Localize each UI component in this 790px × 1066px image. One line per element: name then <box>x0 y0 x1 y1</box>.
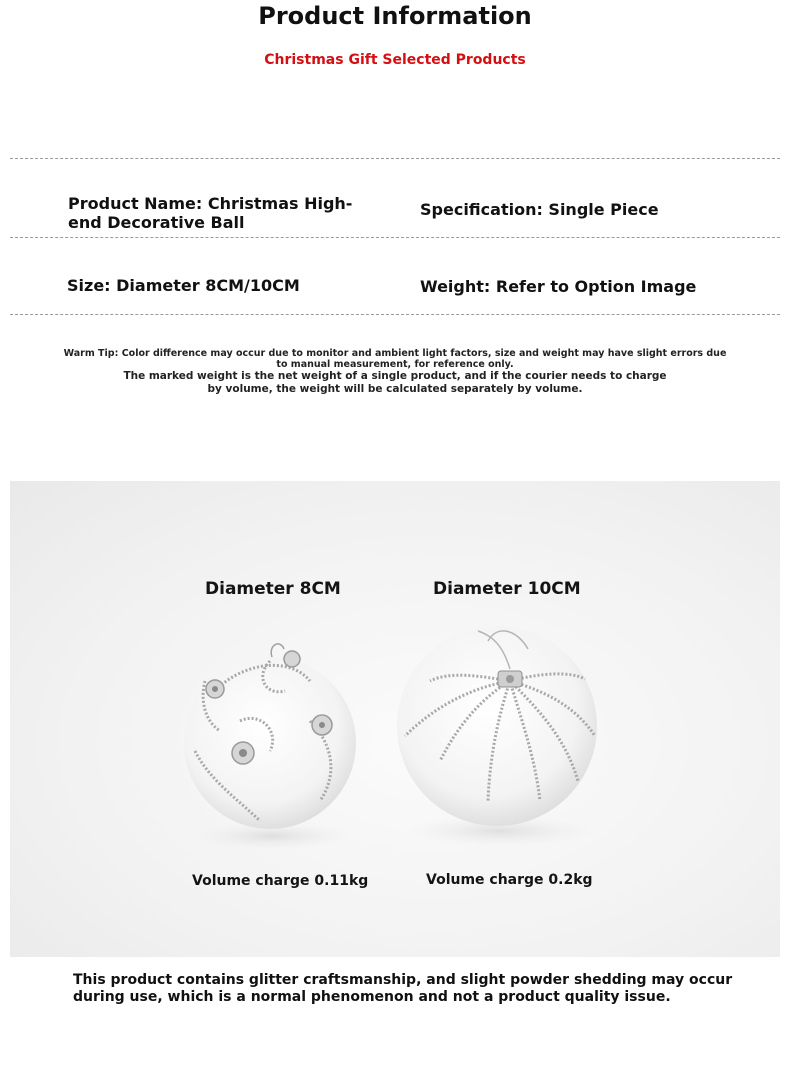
spec-specification: Specification: Single Piece <box>420 200 659 219</box>
ornaments-illustration <box>10 481 780 957</box>
spec-product-name: Product Name: Christmas High-end Decorative Ball <box>68 194 353 232</box>
spec-weight: Weight: Refer to Option Image <box>420 277 697 296</box>
divider <box>10 237 780 238</box>
divider <box>10 314 780 315</box>
weight-note-text: The marked weight is the net weight of a single product, and if the courier needs to charge by volume, the weight will be calculated separately by volume. <box>123 370 667 395</box>
small-ornament-icon <box>184 644 356 850</box>
large-ball-label: Diameter 10CM <box>433 579 581 599</box>
large-ornament-icon <box>397 626 597 847</box>
small-ball-volume: Volume charge 0.11kg <box>192 873 369 889</box>
glitter-note: This product contains glitter craftsmanship, and slight powder shedding may occur during use, which is a normal phenomenon and not a product quality issue. <box>73 972 733 1005</box>
small-ball-label: Diameter 8CM <box>205 579 341 599</box>
product-photo <box>10 481 780 957</box>
large-ball-volume: Volume charge 0.2kg <box>426 872 593 888</box>
spec-size: Size: Diameter 8CM/10CM <box>67 276 300 295</box>
page-subtitle: Christmas Gift Selected Products <box>264 52 526 68</box>
divider <box>10 158 780 159</box>
warm-tip-text: Warm Tip: Color difference may occur due to monitor and ambient light factors, size and weight may have slight errors due to manual measurement, for reference only. <box>63 348 727 370</box>
page-title: Product Information <box>258 2 532 30</box>
